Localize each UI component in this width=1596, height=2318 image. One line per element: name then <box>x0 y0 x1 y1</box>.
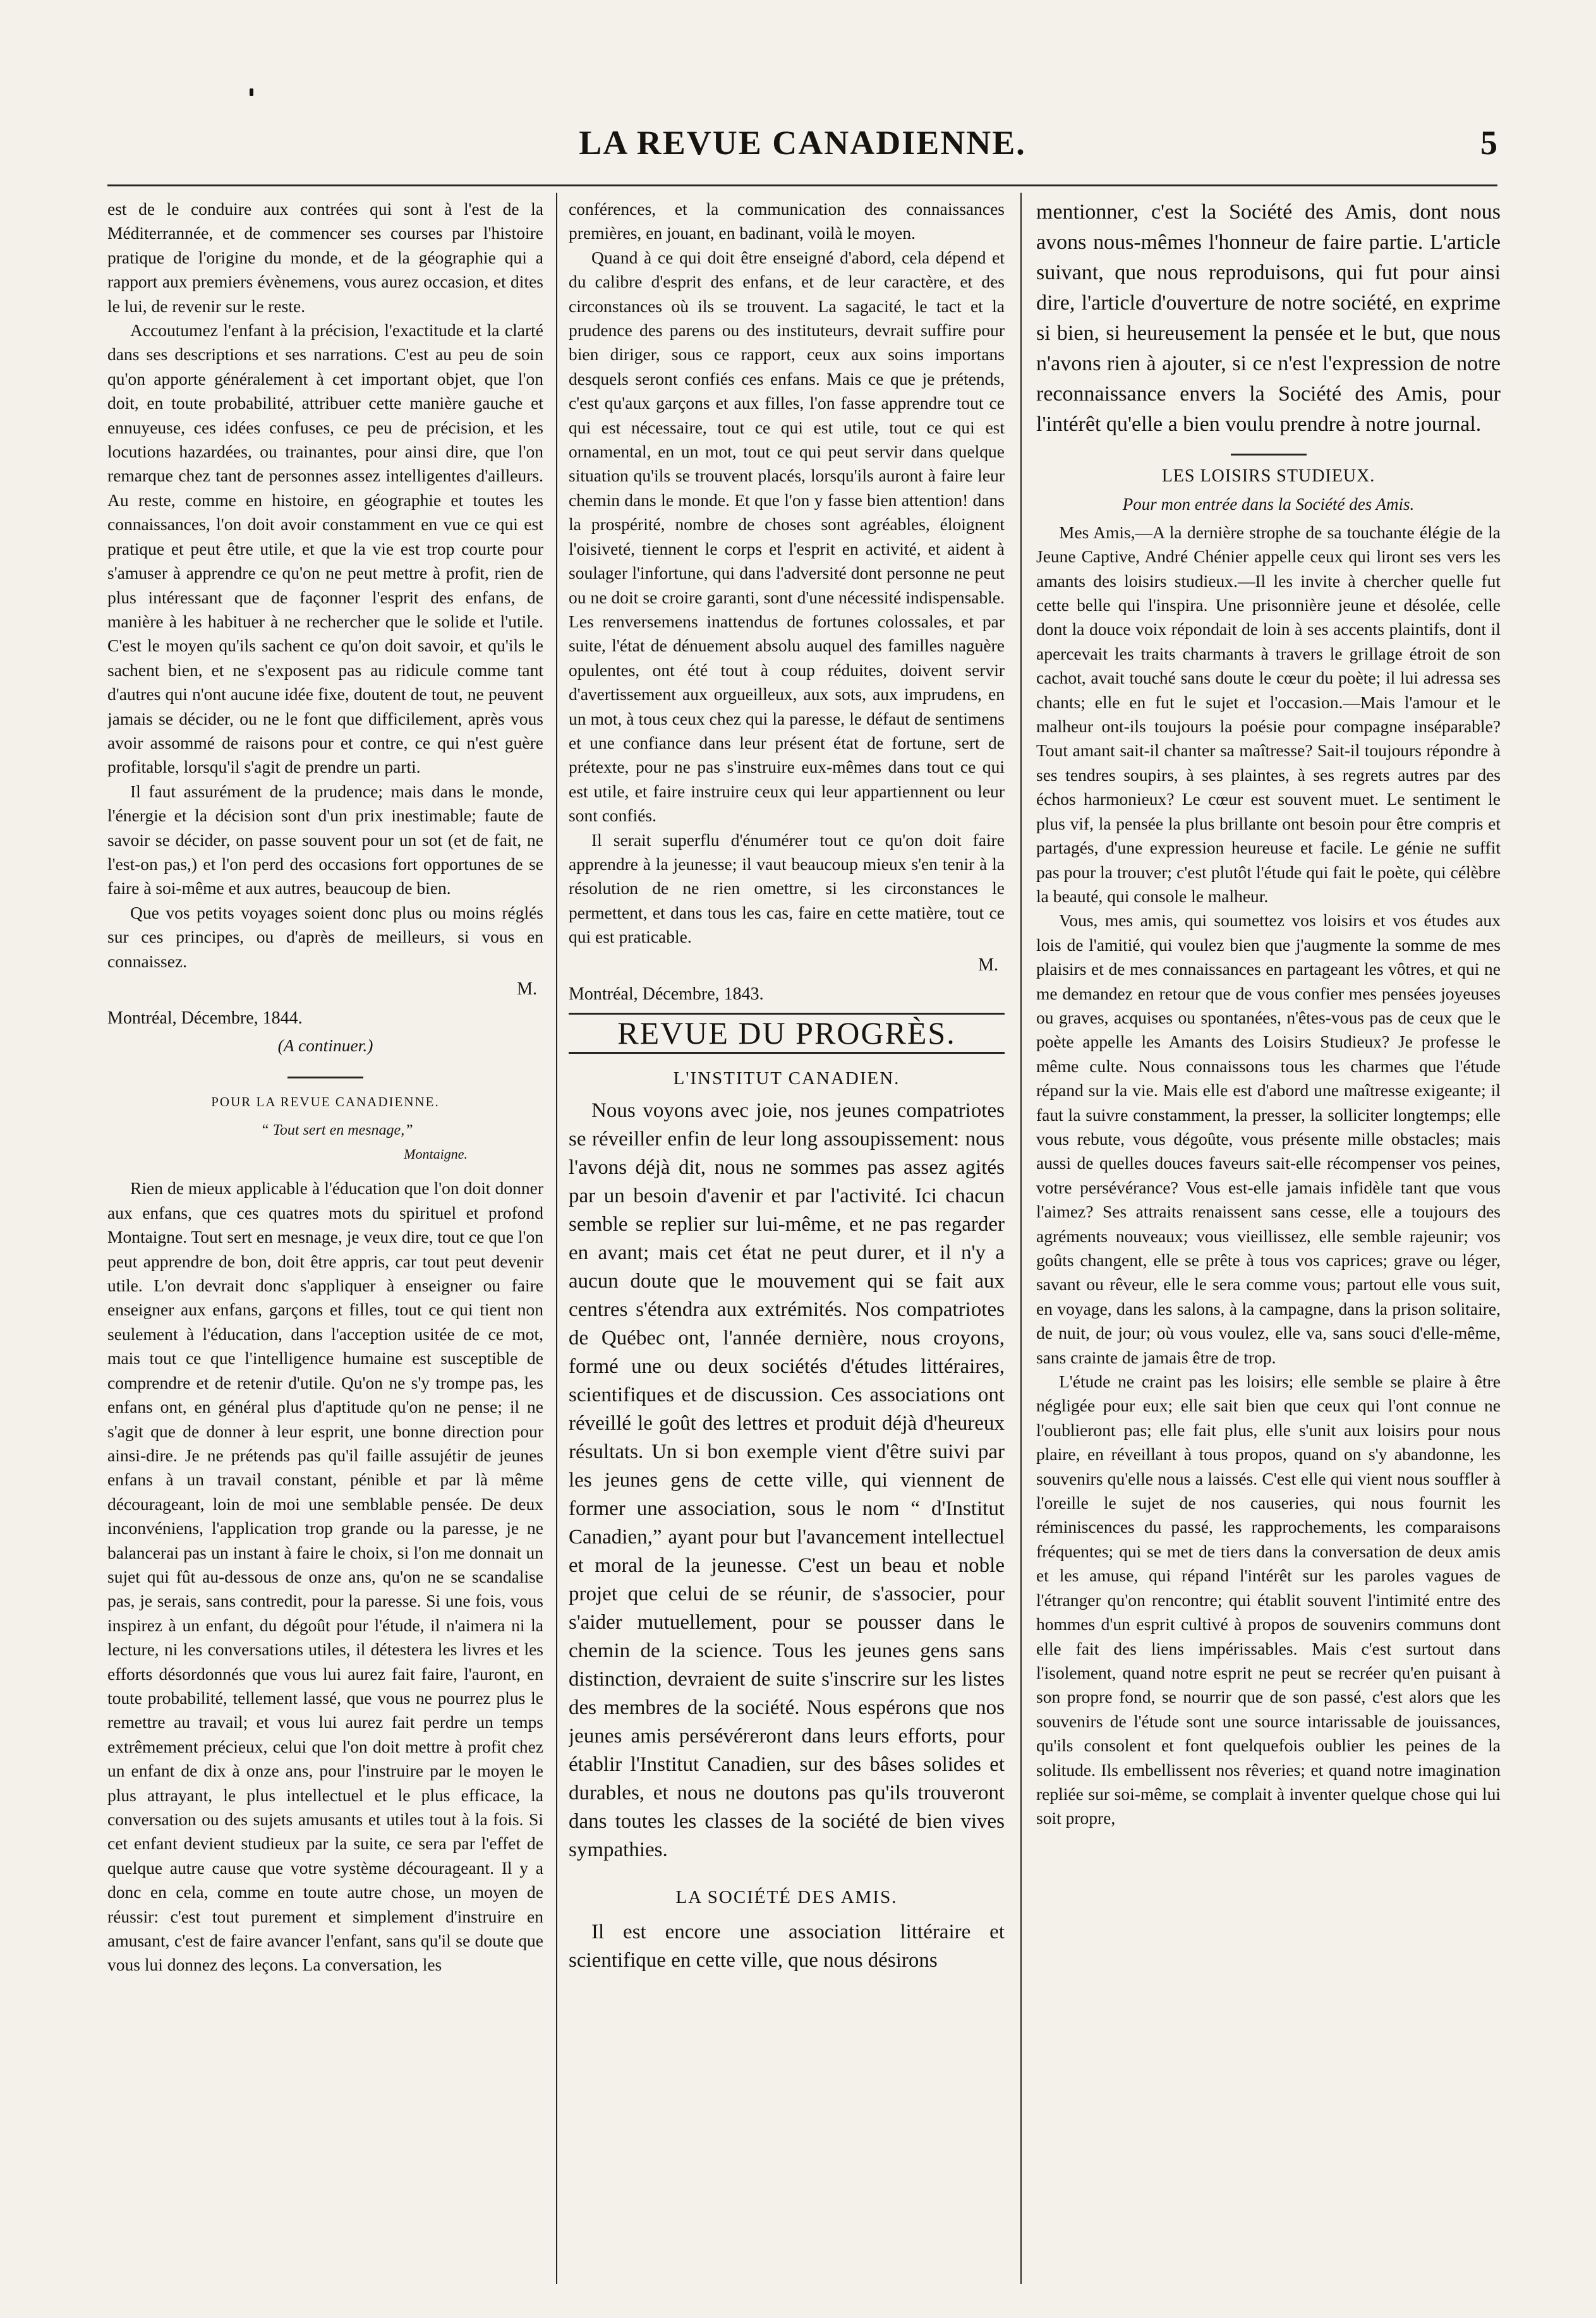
column-1 <box>107 197 543 2282</box>
page-number: 5 <box>1480 124 1497 162</box>
paragraph: Accoutumez l'enfant à la précision, l'exactitude et la clarté dans ses descriptions et ses narrations. C'est au peu de soin qu'on apporte généralement à cet important objet, que l'on doit, en toute probabilité, attribuer cette manière gauche et ennuyeuse, ces idées confuses, ce peu de précision, et les locutions hazardées, ou trainantes, pour ainsi dire, que l'on remarque chez tant de personnes assez intelligentes d'ailleurs. Au reste, comme en histoire, en géographie et toutes les connaissances, l'on doit avoir constamment en vue ce qui est pratique et peut être utile, et que la vie est trop courte pour s'amuser à apprendre ce qu'on ne peut mettre à profit, rien de plus intéressant que de façonner l'esprit des enfans, de manière à les habituer à ne rechercher que le solide et l'utile. C'est le moyen qu'ils sachent ce qu'on doit savoir, et qu'ils le sachent bien, et ne s'exposent pas au ridicule comme tant d'autres qui n'ont aucune idée fixe, doutent de tout, ne peuvent jamais se décider, ou ne le font que difficilement, après vous avoir assommé de raisons pour et contre, ce qui n'est guère profitable, lorsqu'il s'agit de prendre un parti. <box>107 320 543 777</box>
separator-rule <box>1231 454 1307 456</box>
paragraph: Il faut assurément de la prudence; mais dans le monde, l'énergie et la décision sont d'un prix inestimable; faute de savoir se décider, on passe souvent pour un sot (et de fait, ne l'est-on pas,) et l'on perd des occasions fort opportunes de se faire à soi-même et aux autres, beaucoup de bien. <box>107 781 543 898</box>
paragraph: L'étude ne craint pas les loisirs; elle semble se plaire à être négligée pour eux; elle sait bien que ceux qui l'ont connue ne l'oublieront pas; elle fait plus, elle s'unit aux loisirs pour nous plaire, en réveillant à tous propos, quand on s'y abandonne, les souvenirs qu'elle nous a laissés. C'est elle qui vient nous souffler à l'oreille le sujet de nos causeries, qui nous fournit les réminiscences du passé, les rapprochements, les comparaisons fréquentes; qui se met de tiers dans la conversation de deux amis et les amuse, qui répand l'intérêt sur les paroles vagues de l'étranger qu'on rencontre; qui établit souvent l'intimité entre des hommes d'un esprit cultivé à propos de souvenirs communs dont elle fait des liens impérissables. Mais c'est surtout dans l'isolement, quand notre esprit ne peut se recréer qu'en puisant à son propre fond, se nourrir que de son passé, c'est alors que les souvenirs de l'étude sont une source intarissable de jouissances, qu'ils consolent et font quelquefois oublier les peines de la solitude. Ils embellissent nos rêveries; et quand notre imagination repliée sur soi-même, se complait à inventer quelque chose qui lui soit propre, <box>1036 1372 1501 1828</box>
masthead <box>107 123 1497 174</box>
subheading: L'INSTITUT CANADIEN. <box>673 1068 900 1089</box>
lead-paragraph: mentionner, c'est la Société des Amis, dont nous avons nous-mêmes l'honneur de faire partie. L'article suivant, que nous reproduisons, qui fut pour ainsi dire, l'article d'ouverture de notre société, en exprime si bien, si heureusement la pensée et le but, que nous n'avons rien à ajouter, si ce n'est l'expression de notre reconnaissance envers la Société des Amis, pour l'intérêt qu'elle a bien voulu prendre à notre journal. <box>1036 200 1501 436</box>
paragraph: est de le conduire aux contrées qui sont à l'est de la Méditerrannée, et de commencer ses courses par l'histoire pratique de l'origine du monde, et de la géographie qui a rapport aux premiers évènemens, vous aurez occasion, et dites le lui, de revenir sur le reste. <box>107 199 543 316</box>
article-subtitle: Pour mon entrée dans la Société des Amis. <box>1122 495 1415 514</box>
section-header <box>569 1013 1005 1053</box>
column-rule-2 <box>1020 193 1022 2284</box>
dateline: Montréal, Décembre, 1844. <box>107 1008 303 1029</box>
article-kicker: POUR LA REVUE CANADIENNE. <box>211 1094 440 1110</box>
ink-speck <box>250 88 253 96</box>
paragraph: Il serait superflu d'énumérer tout ce qu'on doit faire apprendre à la jeunesse; il vaut beaucoup mieux s'en tenir à la résolution de ne rien omettre, si les circonstances le permettent, et dans tous les cas, faire en cette matière, tout ce qui est praticable. <box>569 830 1005 947</box>
subheading: LA SOCIÉTÉ DES AMIS. <box>675 1887 898 1908</box>
paragraph: Rien de mieux applicable à l'éducation que l'on doit donner aux enfans, que ces quatres mots du spirituel et profond Montaigne. Tout sert en mesnage, je veux dire, tout ce que l'on peut apprendre de bon, doit être appris, car tout peut devenir utile. L'on devrait donc s'appliquer à enseigner ou faire enseigner aux enfans, garçons et filles, tout ce qui tient non seulement à l'éducation, dans l'acception usitée de ce mot, mais tout ce que l'intelligence humaine est susceptible de comprendre et de retenir d'utile. Qu'on ne s'y trompe pas, les enfans ont, en général plus d'aptitude qu'on ne pense; il ne s'agit que de donner à leur esprit, une bonne direction pour ainsi-dire. Je ne prétends pas qu'il faille assujétir de jeunes enfans à un travail constant, pénible et par là même décourageant, loin de moi une semblable pensée. De deux inconvéniens, l'application trop grande ou la paresse, je ne balancerai pas un instant à faire le choix, si l'on me donnait un sujet qui fût au-dessous de onze ans, qu'on ne se scandalise pas, je serais, sans contredit, pour la paresse. Si une fois, vous inspirez à un enfant, du dégoût pour l'étude, il n'aimera ni la lecture, ni les conversations utiles, il détestera les livres et les efforts désordonnés que vous lui aurez fait faire, l'auront, en toute probabilité, tellement lassé, que vous ne pourrez plus le remettre au travail; et vous lui aurez fait perdre un temps extrêmement précieux, celui que l'on doit mettre à profit chez un enfant de dix à onze ans, pour l'instruire par le moyen le plus attrayant, le plus intellectuel et le plus efficace, la conversation ou des sujets amusants et utiles tout à la fois. Si cet enfant devient studieux par la suite, ce sera par l'effet de quelque autre cause que votre système décourageant. Il y a donc en cela, comme en toute autre chose, un moyen de réussir: c'est tout purement et simplement d'instruire en amusant, c'est de faire avancer l'enfant, sans qu'il se doute que vous lui donnez des leçons. La conversation, les <box>107 1178 543 1975</box>
paragraph: Quand à ce qui doit être enseigné d'abord, cela dépend et du calibre d'esprit des enfans, et de leur caractère, et des circonstances où ils se trouvent. La sagacité, le tact et la prudence des parens ou des instituteurs, devrait suffire pour bien diriger, sous ce rapport, ceux aux soins importans desquels seront confiés ces enfans. Mais ce que je prétends, c'est qu'aux garçons et aux filles, l'on fasse apprendre tout ce qui est nécessaire, tout ce qui est utile, tout ce qui est ornamental, en un mot, tout ce qui peut servir dans quelque situation qu'ils se trouvent placés, lorsqu'ils auront à faire leur chemin dans le monde. Et que l'on y fasse bien attention! dans la prospérité, nombre de choses sont agréables, éloignent l'oisiveté, tiennent le corps et l'esprit en activité, et aident à soulager l'infortune, qui dans l'adversité dont personne ne peut ou ne doit se croire garanti, sont d'une nécessité indispensable. Les renversemens inattendus de fortunes colossales, et par suite, l'état de dénuement absolu auquel des familles naguère opulentes, ont été tout à coup réduites, doivent servir d'avertissement aux orgueilleux, aux sots, aux imprudens, en un mot, à tous ceux chez qui la paresse, le défaut de sentimens et une confiance dans leur présent état de fortune, sert de prétexte, pour ne pas s'instruire eux-mêmes dans tout ce qui est utile, et faire instruire ceux qui leur appartiennent ou leur sont confiés. <box>569 247 1005 826</box>
epigraph: “ Tout sert en mesnage,” <box>260 1121 413 1138</box>
signature: M. <box>517 979 537 999</box>
header-rule <box>107 184 1497 193</box>
article-title: LES LOISIRS STUDIEUX. <box>1161 466 1375 486</box>
paragraph: conférences, et la communication des connaissances premières, en jouant, en badinant, voilà le moyen. <box>569 199 1005 243</box>
separator-rule <box>287 1077 363 1078</box>
paragraph: Il est encore une association littéraire et scientifique en cette ville, que nous désirons <box>569 1921 1005 1972</box>
paragraph: Que vos petits voyages soient donc plus ou moins réglés sur ces principes, ou d'après de meilleurs, si vous en connaissez. <box>107 902 543 971</box>
continued-note: (A continuer.) <box>277 1035 373 1055</box>
column-2 <box>569 197 1005 2282</box>
column-3 <box>1036 197 1501 2282</box>
dateline: Montréal, Décembre, 1843. <box>569 984 764 1004</box>
section-title: REVUE DU PROGRÈS. <box>617 1015 956 1051</box>
paragraph: Nous voyons avec joie, nos jeunes compatriotes se réveiller enfin de leur long assoupissement: nous l'avons déjà dit, nous ne sommes pas assez agités par un besoin d'avenir et par l'activité. Ici chacun semble se replier sur lui-même, et ne pas regarder en avant; mais cet état ne peut durer, et il n'y a aucun doute que le mouvement qui se fait aux centres s'étendra aux extrémités. Nos compatriotes de Québec ont, l'année dernière, nous croyons, formé une ou deux sociétés d'études littéraires, scientifiques et de discussion. Ces associations ont réveillé le goût des lettres et produit déjà d'heureux résultats. Un si bon exemple vient d'être suivi par les jeunes gens de cette ville, qui viennent de former une association, sous le nom “ d'Institut Canadien,” ayant pour but l'avancement intellectuel et moral de la jeunesse. C'est un beau et noble projet que celui de se réunir, de s'associer, pour s'aider mutuellement, pour se pousser dans le chemin de la science. Tous les jeunes gens sans distinction, devraient de suite s'inscrire sur les listes des membres de la société. Nous espérons que nos jeunes amis persévéreront dans leurs efforts, pour établir l'Institut Canadien, sur des bâses solides et durables, et nous ne doutons pas qu'ils trouveront dans toutes les classes de la société de bien vives sympathies. <box>569 1099 1005 1862</box>
column-rule-1 <box>556 193 557 2284</box>
masthead-title: LA REVUE CANADIENNE. <box>579 124 1026 162</box>
epigraph-author: Montaigne. <box>404 1146 468 1162</box>
paragraph: Vous, mes amis, qui soumettez vos loisirs et vos études aux lois de l'amitié, qui voulez bien que j'augmente la somme de mes plaisirs et de mes connaissances en partageant les vôtres, et qui ne me demandez en retour que de vous confier mes pensées joyeuses ou graves, acquises ou spontanées, n'êtes-vous pas de ceux que le poète appelle les Amants des Loisirs Studieux? Je professe le même culte. Nous connaissons tous les charmes que l'étude répand sur la vie. Mais elle est d'abord une maîtresse exigeante; il faut la suivre constamment, la presser, la solliciter longtemps; elle vous rebute, vous dégoûte, vous présente mille obstacles; mais aussi de quelles douces faveurs sait-elle récompenser vos peines, votre persévérance? Vous est-elle jamais infidèle tant que vous l'aimez? Ses attraits renaissent sans cesse, elle a toujours des agréments nouveaux; vous vieillissez, elle semble rajeunir; vos goûts changent, elle se prête à tous vos caprices; grave ou léger, savant ou rêveur, elle le sera comme vous; partout elle vous suit, en voyage, dans les salons, à la campagne, dans la prison solitaire, de nuit, de jour; où vous voulez, elle va, sans souci d'elle-même, sans crainte de jamais être de trop. <box>1036 910 1501 1367</box>
signature: M. <box>978 955 998 975</box>
paragraph: Mes Amis,—A la dernière strophe de sa touchante élégie de la Jeune Captive, André Chénier appelle ceux qui liront ses vers les amants des loisirs studieux.—Il les invite à chercher quelle fut cette belle qui l'inspira. Une prisonnière jeune et désolée, celle dont la douce voix répondait de loin à ses accents plaintifs, dont il apercevait les traits charmants à travers le grillage étroit de son cachot, avait touché sans doute le cœur du poète; il lui adressa ses chants; elle en fut le sujet et l'occasion.—Mais l'amour et le malheur ont-ils toujours la poésie pour compagne inséparable? Tout amant sait-il chanter sa maîtresse? Sait-il toujours répondre à ses tendres soupirs, à ses plaintes, à ses regrets autres par des échos harmonieux? Le cœur est souvent muet. Le sentiment le plus vif, la pensée la plus brillante ont besoin pour être compris et partagés, d'une expression heureuse et facile. Le génie ne suffit pas pour la trouver; c'est plutôt l'étude qui fait le poète, qui célèbre la beauté, qui console le malheur. <box>1036 522 1501 906</box>
